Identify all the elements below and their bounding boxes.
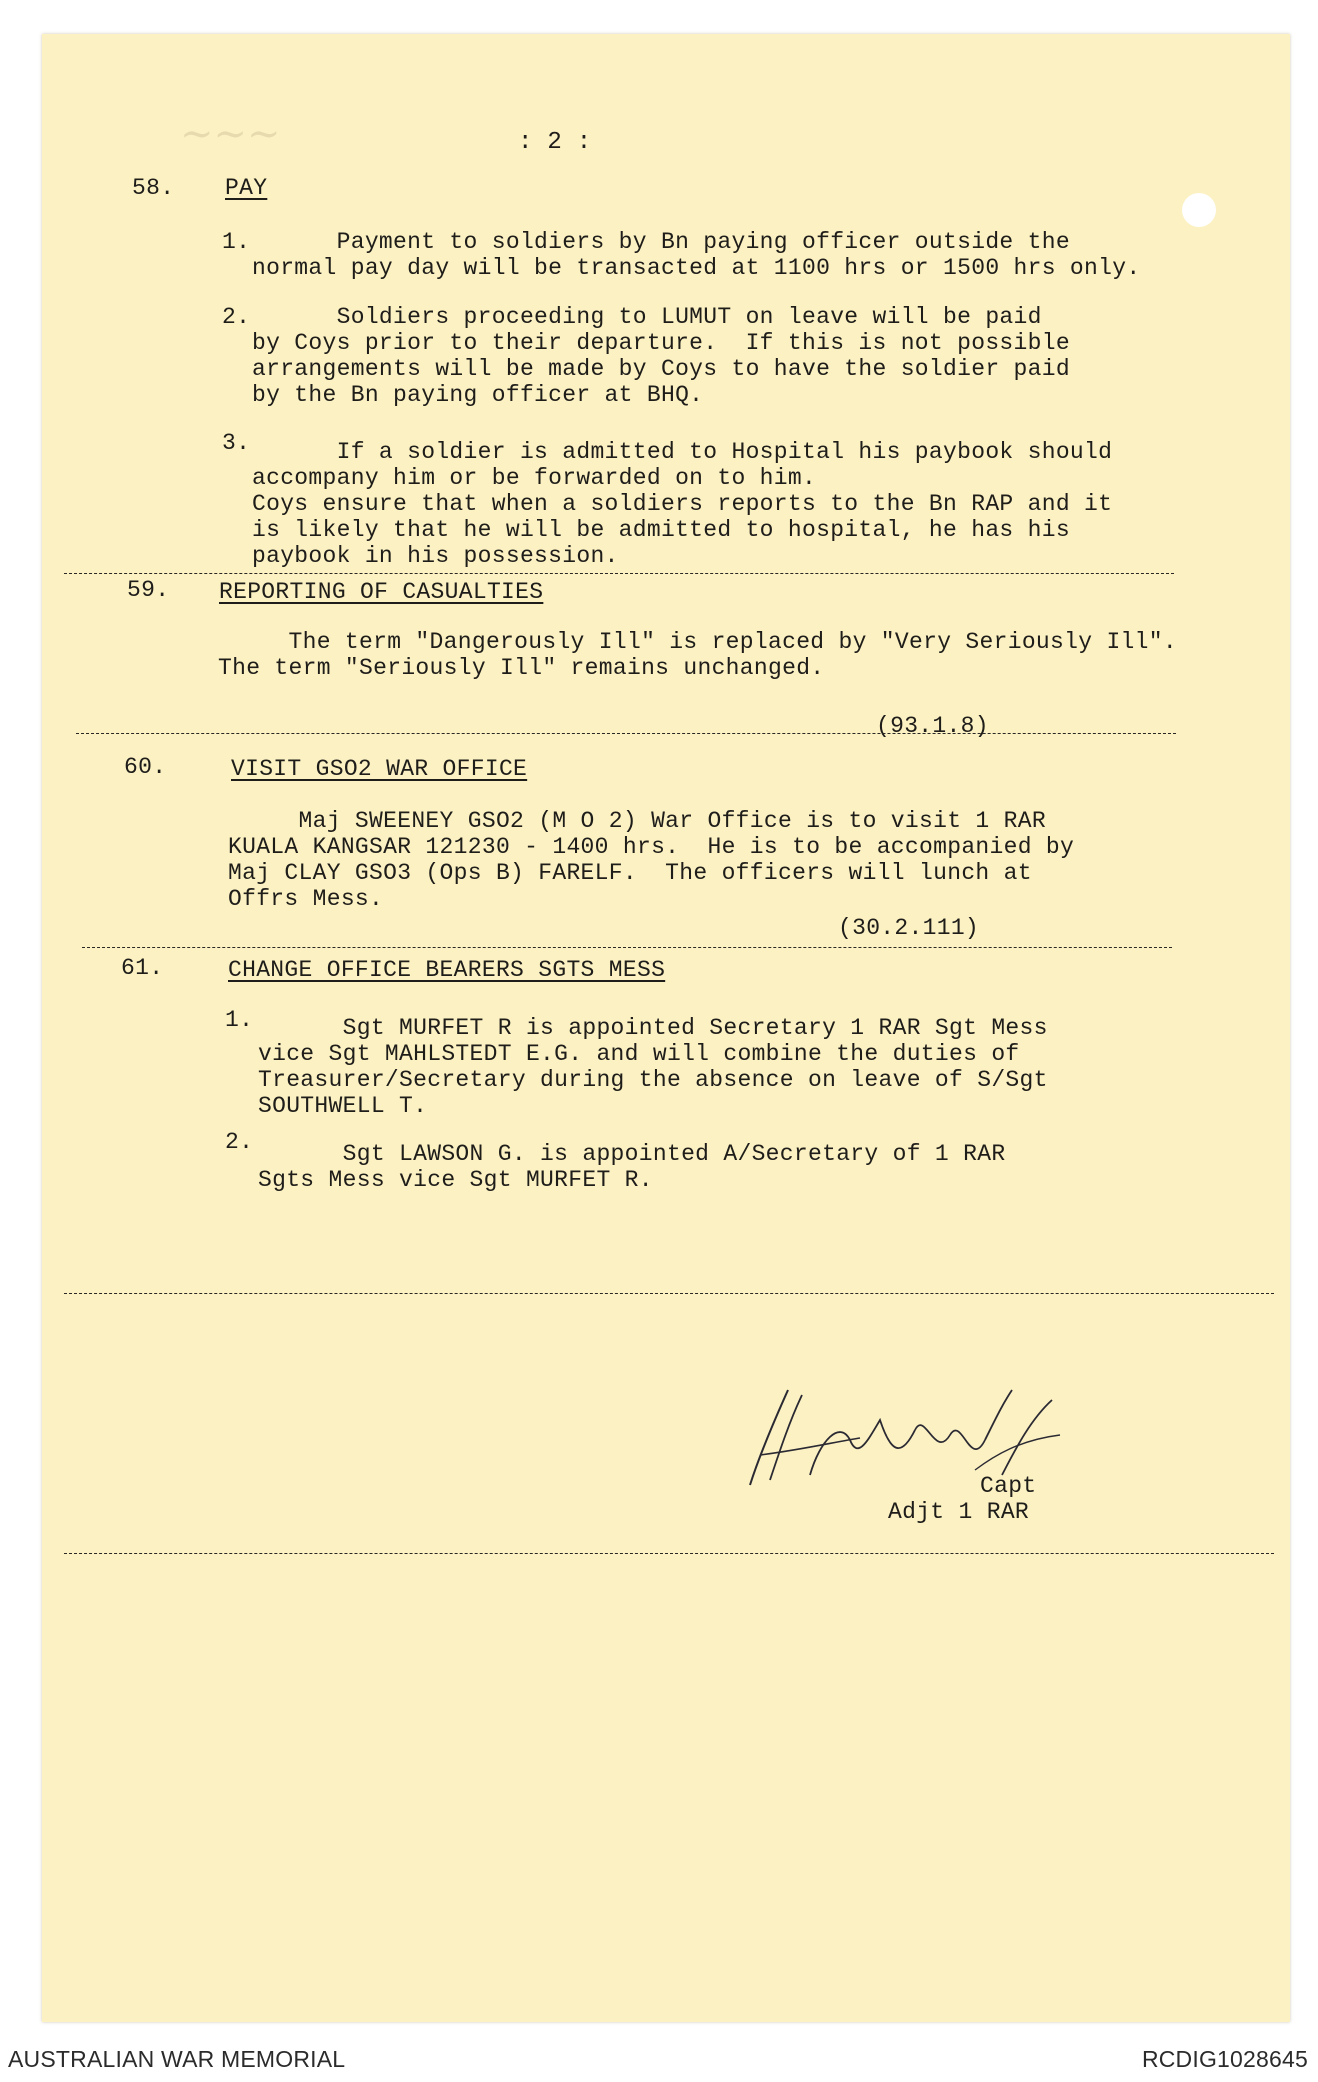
paragraph-line: is likely that he will be admitted to hospital, he has his (252, 517, 1070, 543)
page-number: : 2 : (518, 129, 592, 156)
paragraph-line: vice Sgt MAHLSTEDT E.G. and will combine the duties of (258, 1041, 1020, 1067)
paragraph-line: by Coys prior to their departure. If this is not possible (252, 330, 1070, 356)
reference-number: (93.1.8) (876, 713, 989, 739)
section-divider (64, 1553, 1274, 1554)
paragraph-line: Offrs Mess. (228, 886, 384, 912)
paragraph-line: paybook in his possession. (252, 543, 619, 569)
section-heading: REPORTING OF CASUALTIES (219, 579, 544, 605)
archive-credit: AUSTRALIAN WAR MEMORIAL (8, 2046, 346, 2072)
paragraph-line: Sgts Mess vice Sgt MURFET R. (258, 1167, 653, 1193)
paragraph-number: 3. (222, 430, 251, 456)
paragraph-line: by the Bn paying officer at BHQ. (252, 382, 704, 408)
paragraph-line: Treasurer/Secretary during the absence on leave of S/Sgt (258, 1067, 1048, 1093)
signature-rank: Capt (980, 1473, 1037, 1499)
section-heading: VISIT GSO2 WAR OFFICE (231, 756, 528, 782)
paragraph-number: 1. (222, 229, 251, 255)
section-divider (64, 573, 1174, 574)
paragraph-line: arrangements will be made by Coys to have the soldier paid (252, 356, 1070, 382)
section-heading: PAY (225, 175, 268, 201)
reference-number: (30.2.111) (838, 915, 980, 941)
paragraph-line: Soldiers proceeding to LUMUT on leave will be paid (252, 304, 1042, 330)
paragraph-number: 2. (225, 1129, 254, 1155)
paragraph-line: KUALA KANGSAR 121230 - 1400 hrs. He is to be accompanied by (228, 834, 1075, 860)
section-number: 61. (121, 955, 164, 981)
paragraph-line: Sgt LAWSON G. is appointed A/Secretary of 1 RAR (258, 1141, 1006, 1167)
paragraph-line: normal pay day will be transacted at 1100 hrs or 1500 hrs only. (252, 255, 1141, 281)
paragraph-line: Payment to soldiers by Bn paying officer outside the (252, 229, 1070, 255)
paragraph-line: Maj SWEENEY GSO2 (M O 2) War Office is to visit 1 RAR (228, 808, 1046, 834)
paragraph-number: 2. (222, 304, 251, 330)
paragraph-line: Sgt MURFET R is appointed Secretary 1 RAR Sgt Mess (258, 1015, 1048, 1041)
section-number: 59. (127, 577, 170, 603)
paragraph-line: Maj CLAY GSO3 (Ops B) FARELF. The officers will lunch at (228, 860, 1032, 886)
paragraph-line: SOUTHWELL T. (258, 1093, 428, 1119)
punch-hole (1182, 193, 1216, 227)
section-heading: CHANGE OFFICE BEARERS SGTS MESS (228, 957, 666, 983)
signature-appointment: Adjt 1 RAR (888, 1499, 1030, 1525)
paragraph-number: 1. (225, 1007, 254, 1033)
section-divider (64, 1293, 1274, 1294)
paragraph-line: If a soldier is admitted to Hospital his paybook should (252, 439, 1113, 465)
section-divider (82, 947, 1172, 948)
bleed-through-mark: ∼∼∼ (180, 111, 281, 156)
paragraph-line: The term "Seriously Ill" remains unchanged. (218, 655, 825, 681)
section-number: 60. (124, 754, 167, 780)
paragraph-line: accompany him or be forwarded on to him. (252, 465, 817, 491)
paragraph-line: Coys ensure that when a soldiers reports to the Bn RAP and it (252, 491, 1113, 517)
archive-id: RCDIG1028645 (1141, 2046, 1308, 2072)
paragraph-line: The term "Dangerously Ill" is replaced by "Very Seriously Ill". (218, 629, 1177, 655)
section-divider (76, 733, 1176, 734)
section-number: 58. (132, 175, 175, 201)
